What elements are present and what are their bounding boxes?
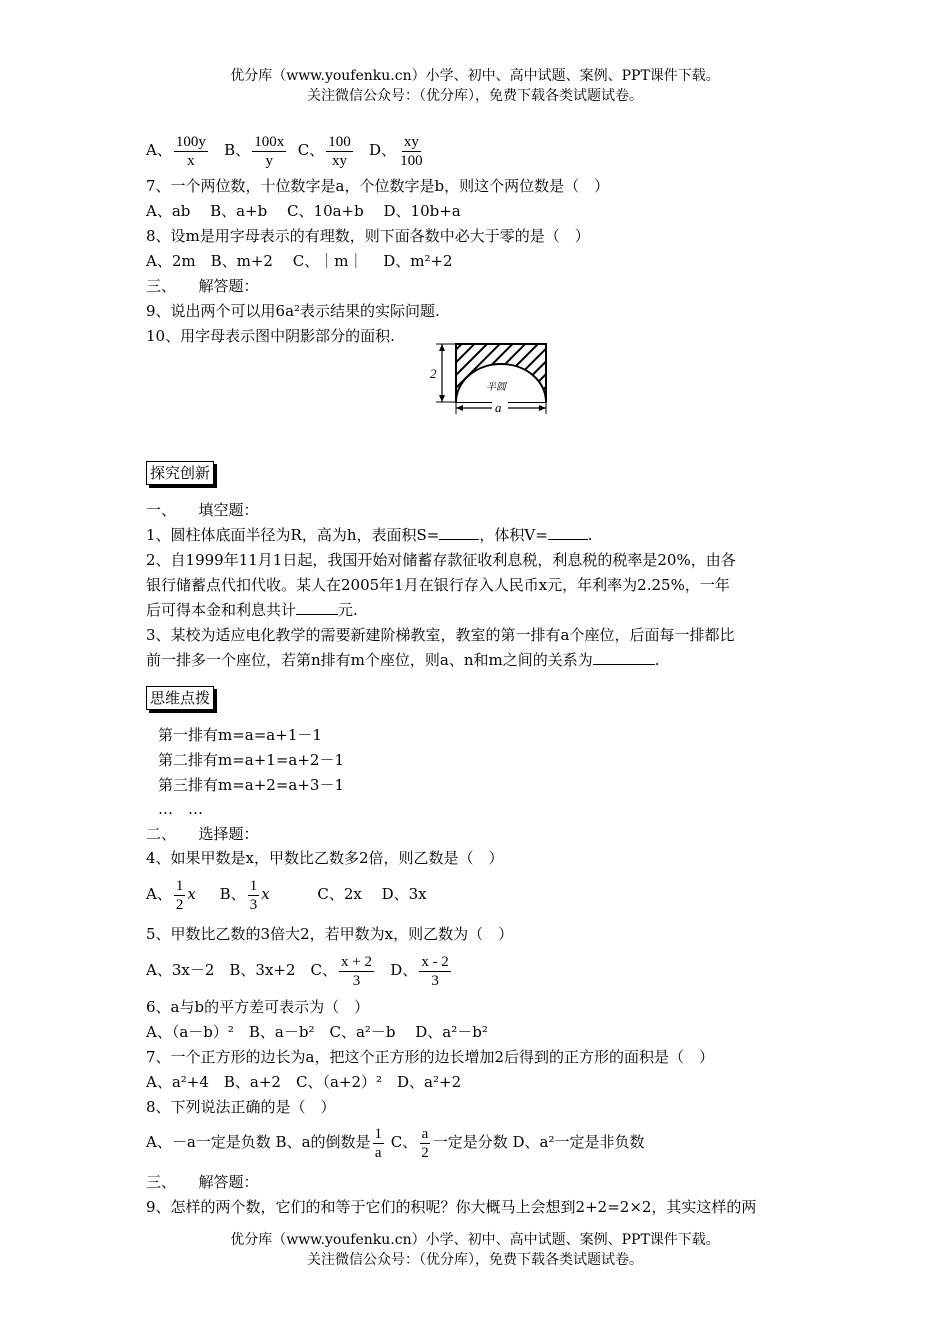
c7-stem: 7、一个正方形的边长为a，把这个正方形的边长增加2后得到的正方形的面积是（ ）	[146, 1048, 715, 1066]
fraction-half	[174, 877, 186, 914]
q7-stem: 7、一个两位数，十位数字是a，个位数字是b，则这个两位数是（ ）	[146, 177, 610, 195]
c5-options	[146, 948, 453, 992]
numerator: 100x	[254, 133, 285, 150]
e2-line1: 2、自1999年11月1日起，我国开始对储蓄存款征收利息税，利息税的税率是20%，由各	[146, 551, 736, 569]
thinking-tips-badge: 思维点拨	[146, 686, 214, 710]
semicircle-label: 半圆	[486, 382, 506, 393]
page-footer-line2: 关注微信公众号：（优分库），免费下载各类试题试卷。	[307, 1252, 643, 1268]
bottom-label: a	[495, 400, 502, 415]
option-cd: C、2x D、3x	[317, 885, 427, 903]
q9-sum-product: 9、怎样的两个数，它们的和等于它们的积呢？你大概马上会想到2+2=2×2，其实这样的两	[146, 1198, 757, 1216]
numerator: 100y	[175, 133, 206, 150]
numerator: xy	[403, 133, 419, 150]
explore-innovate-badge: 探究创新	[146, 461, 214, 485]
option-a-label: A、	[146, 141, 172, 159]
option-c-label: C、	[297, 141, 325, 159]
q8-options: A、2m B、m+2 C、｜m｜ D、m²+2	[146, 252, 453, 270]
option-ab: A、－a一定是负数 B、a的倒数是	[146, 1133, 371, 1151]
option-d-label: D、	[390, 961, 418, 979]
denominator: 3	[249, 896, 258, 913]
e1-part2: ，体积V=	[479, 526, 548, 544]
q10-text: 10、用字母表示图中阴影部分的面积.	[146, 327, 395, 345]
numerator: x + 2	[341, 953, 372, 970]
c4-options	[146, 872, 427, 916]
side-label: 2	[430, 366, 437, 381]
answer-blank[interactable]	[548, 525, 588, 540]
e2-line3-text: 后可得本金和利息共计	[146, 601, 297, 619]
fraction-d	[419, 953, 451, 990]
variable: x	[261, 885, 270, 903]
c8-options	[146, 1120, 645, 1164]
answer-blank[interactable]	[439, 525, 479, 540]
e2-line2: 银行储蓄点代扣代收。某人在2005年1月在银行存入人民币x元，年利率为2.25%，一年	[146, 576, 730, 594]
answer-blank[interactable]	[296, 600, 338, 615]
section-answer-heading: 三、 解答题：	[146, 277, 259, 295]
numerator: 1	[374, 1125, 383, 1142]
q9-text: 9、说出两个可以用6a²表示结果的实际问题.	[146, 302, 440, 320]
e1-text	[146, 525, 593, 545]
fill-blank-heading: 一、 填空题：	[146, 501, 259, 519]
q6-options	[146, 128, 427, 172]
option-a-label: A、	[146, 885, 172, 903]
page-header-line2: 关注微信公众号：（优分库），免费下载各类试题试卷。	[307, 88, 643, 104]
denominator: 100	[400, 152, 423, 169]
answer-blank[interactable]	[593, 650, 655, 665]
e3-line2-text: 前一排多一个座位，若第n排有m个座位，则a、n和m之间的关系为	[146, 651, 593, 669]
fraction-d	[398, 133, 425, 170]
fraction-c	[339, 953, 374, 990]
denominator: a	[374, 1144, 382, 1161]
denominator: xy	[331, 152, 347, 169]
numerator: x - 2	[421, 953, 449, 970]
denominator: x	[187, 152, 195, 169]
think-line: … …	[158, 800, 204, 818]
choice-heading: 二、 选择题：	[146, 825, 259, 843]
c6-options: A、（a－b）² B、a－b² C、a²－b D、a²－b²	[146, 1023, 488, 1041]
fraction-reciprocal	[373, 1125, 385, 1162]
think-line: 第一排有m=a=a+1－1	[158, 726, 322, 744]
denominator: 3	[431, 972, 439, 989]
c5-stem: 5、甲数比乙数的3倍大2，若甲数为x，则乙数为（ ）	[146, 925, 514, 943]
option-c-label: C、	[386, 1133, 418, 1151]
e1-part3: .	[587, 526, 593, 544]
denominator: y	[265, 152, 273, 169]
e1-part1: 1、圆柱体底面半径为R，高为h，表面积S=	[146, 526, 440, 544]
page-footer-line1: 优分库（www.youfenku.cn）小学、初中、高中试题、案例、PPT课件下载。	[230, 1232, 720, 1248]
c7-options: A、a²+4 B、a+2 C、（a+2）² D、a²+2	[146, 1073, 462, 1091]
e2-line3-end: 元.	[338, 601, 358, 619]
e3-line2	[146, 650, 660, 670]
option-d-label: D、	[369, 141, 397, 159]
e3-line2-end: .	[654, 651, 660, 669]
fraction-b	[252, 133, 286, 170]
think-line: 第三排有m=a+2=a+3－1	[158, 776, 345, 794]
e3-line1: 3、某校为适应电化教学的需要新建阶梯教室，教室的第一排有a个座位，后面每一排都比	[146, 626, 735, 644]
denominator: 2	[175, 896, 184, 913]
think-line: 第二排有m=a+1=a+2－1	[158, 751, 345, 769]
answer-heading-2: 三、 解答题：	[146, 1173, 259, 1191]
option-b-label: B、	[219, 885, 246, 903]
numerator: a	[421, 1125, 429, 1142]
variable: x	[187, 885, 196, 903]
denominator: 3	[352, 972, 361, 989]
fraction-third	[248, 877, 260, 914]
fraction-a-over-2	[419, 1125, 431, 1162]
q7-options: A、ab B、a+b C、10a+b D、10b+a	[146, 202, 461, 220]
numerator: 1	[175, 877, 184, 894]
numerator: 1	[249, 877, 258, 894]
c4-stem: 4、如果甲数是x，甲数比乙数多2倍，则乙数是（ ）	[146, 849, 504, 867]
denominator: 2	[421, 1144, 429, 1161]
e2-line3	[146, 600, 358, 620]
fraction-c	[326, 133, 353, 170]
option-cd-rest: 一定是分数 D、a²一定是非负数	[432, 1133, 645, 1151]
page-header-line1: 优分库（www.youfenku.cn）小学、初中、高中试题、案例、PPT课件下载。	[230, 68, 720, 84]
numerator: 100	[328, 133, 351, 150]
option-abc: A、3x－2 B、3x+2 C、	[146, 961, 337, 979]
c8-stem: 8、下列说法正确的是（ ）	[146, 1098, 336, 1116]
shaded-area-figure	[428, 338, 553, 418]
c6-stem: 6、a与b的平方差可表示为（ ）	[146, 998, 370, 1016]
fraction-a	[174, 133, 208, 170]
q8-stem: 8、设m是用字母表示的有理数，则下面各数中必大于零的是（ ）	[146, 227, 590, 245]
option-b-label: B、	[224, 141, 251, 159]
